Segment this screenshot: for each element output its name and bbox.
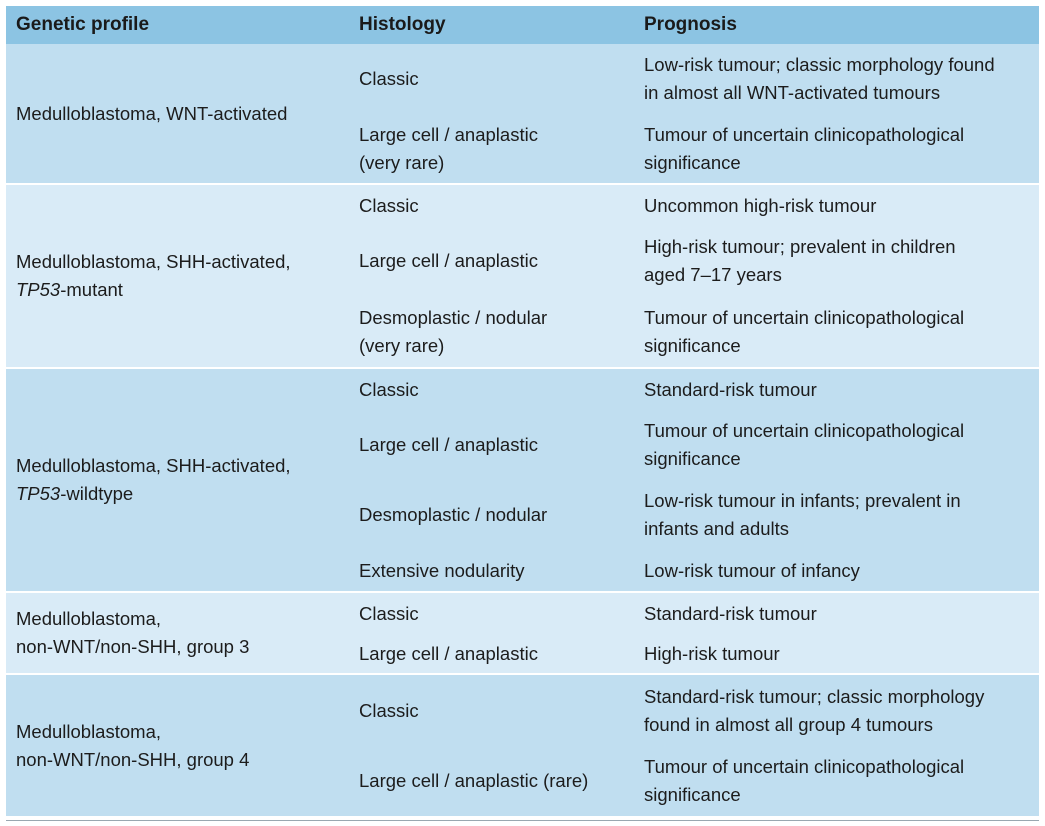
- prognosis-text: aged 7–17 years: [644, 264, 782, 285]
- prognosis-cell: [636, 634, 1039, 674]
- header-prognosis: Prognosis: [636, 6, 1039, 44]
- genetic-profile-line: Medulloblastoma,: [16, 720, 161, 742]
- histology-text: Large cell / anaplastic (rare): [359, 770, 589, 791]
- histology-cell: [351, 480, 636, 550]
- prognosis-text: Low-risk tumour of infancy: [644, 559, 860, 581]
- prognosis-text: Standard-risk tumour; classic morphology: [644, 685, 985, 707]
- histology-text: Classic: [359, 194, 419, 216]
- prognosis-text: significance: [644, 334, 741, 356]
- prognosis-text: significance: [644, 151, 741, 173]
- histology-text: Large cell / anaplastic: [359, 250, 538, 271]
- prognosis-text: significance: [644, 784, 741, 805]
- prognosis-cell: [636, 226, 1039, 296]
- histology-cell: [351, 634, 636, 674]
- genetic-profile-cell: [6, 674, 351, 816]
- histology-text: Classic: [359, 602, 419, 624]
- prognosis-text: Low-risk tumour; classic morphology found: [644, 54, 995, 75]
- prognosis-text: Tumour of uncertain clinicopathological: [644, 420, 965, 441]
- genetic-profile-line: non-WNT/non-SHH, group 4: [16, 748, 250, 770]
- gene-name: TP53: [16, 483, 61, 504]
- histology-cell: [351, 296, 636, 368]
- histology-cell: [351, 368, 636, 410]
- histology-cell: [351, 226, 636, 296]
- prognosis-cell: [636, 592, 1039, 634]
- prognosis-cell: [636, 184, 1039, 226]
- table-row: [6, 184, 1039, 226]
- prognosis-cell: [636, 114, 1039, 184]
- histology-text: Large cell / anaplastic: [359, 434, 538, 455]
- genetic-profile-cell: [6, 184, 351, 368]
- table-header-row: [6, 6, 1039, 44]
- genetic-profile-line: Medulloblastoma, SHH-activated,: [16, 251, 291, 272]
- genetic-profile-line: [16, 480, 351, 508]
- prognosis-text: Tumour of uncertain clinicopathological: [644, 123, 965, 145]
- prognosis-cell: [636, 746, 1039, 816]
- prognosis-text: Standard-risk tumour: [644, 602, 817, 624]
- prognosis-text: infants and adults: [644, 518, 790, 539]
- prognosis-text: High-risk tumour: [644, 642, 780, 664]
- genetic-profile-cell: [6, 368, 351, 592]
- prognosis-text: significance: [644, 448, 741, 469]
- medulloblastoma-table-container: [6, 6, 1039, 820]
- histology-cell: [351, 114, 636, 184]
- genetic-profile-line: non-WNT/non-SHH, group 3: [16, 636, 250, 657]
- histology-text: Large cell / anaplastic: [359, 642, 538, 664]
- prognosis-cell: [636, 674, 1039, 746]
- table-row: [6, 44, 1039, 114]
- genetic-profile-line: Medulloblastoma, SHH-activated,: [16, 455, 291, 476]
- prognosis-text: High-risk tumour; prevalent in children: [644, 236, 956, 257]
- histology-cell: [351, 44, 636, 114]
- histology-cell: [351, 674, 636, 746]
- prognosis-cell: [636, 550, 1039, 592]
- genetic-profile-cell: [6, 44, 351, 184]
- gene-status: -wildtype: [60, 483, 134, 504]
- histology-cell: [351, 410, 636, 480]
- histology-cell: [351, 550, 636, 592]
- prognosis-text: found in almost all group 4 tumours: [644, 713, 933, 735]
- histology-note: (very rare): [359, 334, 445, 356]
- prognosis-text: Uncommon high-risk tumour: [644, 194, 877, 216]
- genetic-profile-line: Medulloblastoma, WNT-activated: [16, 102, 288, 124]
- table-bottom-border: [6, 820, 1039, 821]
- prognosis-text: in almost all WNT-activated tumours: [644, 82, 941, 103]
- prognosis-cell: [636, 44, 1039, 114]
- histology-cell: [351, 746, 636, 816]
- prognosis-cell: [636, 296, 1039, 368]
- genetic-profile-cell: [6, 592, 351, 674]
- histology-text: Extensive nodularity: [359, 559, 525, 581]
- histology-note: (very rare): [359, 151, 445, 173]
- gene-status: -mutant: [60, 279, 123, 300]
- prognosis-text: Standard-risk tumour: [644, 378, 817, 400]
- histology-text: Large cell / anaplastic: [359, 123, 538, 145]
- prognosis-cell: [636, 368, 1039, 410]
- histology-text: Classic: [359, 68, 419, 89]
- histology-text: Desmoplastic / nodular: [359, 504, 548, 525]
- header-genetic-profile: Genetic profile: [6, 6, 351, 44]
- prognosis-text: Tumour of uncertain clinicopathological: [644, 306, 965, 328]
- medulloblastoma-classification-table: [6, 6, 1039, 816]
- header-histology: Histology: [351, 6, 636, 44]
- genetic-profile-line: [16, 276, 351, 304]
- histology-text: Classic: [359, 699, 419, 721]
- histology-cell: [351, 184, 636, 226]
- prognosis-text: Low-risk tumour in infants; prevalent in: [644, 490, 961, 511]
- gene-name: TP53: [16, 279, 61, 300]
- table-row: [6, 592, 1039, 634]
- table-row: [6, 368, 1039, 410]
- histology-text: Desmoplastic / nodular: [359, 306, 548, 328]
- prognosis-cell: [636, 480, 1039, 550]
- histology-text: Classic: [359, 378, 419, 400]
- prognosis-text: Tumour of uncertain clinicopathological: [644, 756, 965, 777]
- histology-cell: [351, 592, 636, 634]
- genetic-profile-line: Medulloblastoma,: [16, 608, 161, 629]
- prognosis-cell: [636, 410, 1039, 480]
- table-row: [6, 674, 1039, 746]
